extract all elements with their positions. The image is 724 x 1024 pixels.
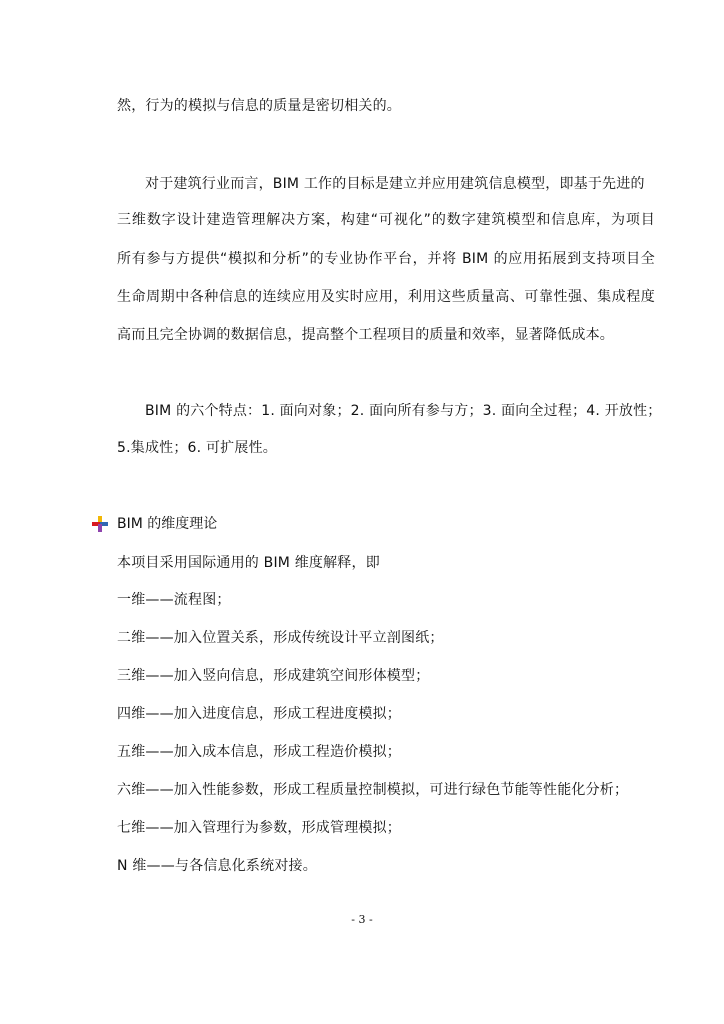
dimension-item-4: 四维——加入进度信息，形成工程进度模拟； [117, 706, 401, 722]
page-number: - 3 - [351, 913, 373, 926]
dimension-item-5: 五维——加入成本信息，形成工程造价模拟； [117, 744, 401, 760]
dimension-item-n: N 维——与各信息化系统对接。 [117, 858, 317, 874]
bim-features-line-1: BIM 的六个特点：1. 面向对象；2. 面向所有参与方；3. 面向全过程；4. 开放性； [145, 403, 662, 419]
dimension-item-6: 六维——加入性能参数，形成工程质量控制模拟，可进行绿色节能等性能化分析； [117, 782, 629, 798]
bim-goal-line-5: 高而且完全协调的数据信息，提高整个工程项目的质量和效率，显著降低成本。 [117, 327, 614, 343]
bim-goal-line-2: 三维数字设计建造管理解决方案，构建“可视化”的数字建筑模型和信息库，为项目 [117, 212, 655, 228]
dimension-item-2: 二维——加入位置关系，形成传统设计平立剖图纸； [117, 630, 444, 646]
dimension-intro-text: 本项目采用国际通用的 BIM 维度解释，即 [117, 555, 380, 571]
bim-goal-line-1: 对于建筑行业而言，BIM 工作的目标是建立并应用建筑信息模型，即基于先进的 [145, 176, 645, 192]
dimension-item-1: 一维——流程图； [117, 592, 231, 608]
bim-goal-line-3: 所有参与方提供“模拟和分析”的专业协作平台，并将 BIM 的应用拓展到支持项目全 [117, 251, 655, 267]
dimension-item-7: 七维——加入管理行为参数，形成管理模拟； [117, 820, 401, 836]
section-heading-row [92, 514, 217, 534]
section-heading: BIM 的维度理论 [117, 516, 218, 532]
colored-cross-bullet-icon [92, 516, 108, 532]
opening-fragment-text: 然，行为的模拟与信息的质量是密切相关的。 [117, 98, 401, 114]
bim-goal-line-4: 生命周期中各种信息的连续应用及实时应用，利用这些质量高、可靠性强、集成程度 [117, 289, 655, 305]
dimension-item-3: 三维——加入竖向信息，形成建筑空间形体模型； [117, 668, 430, 684]
bim-features-line-2: 5.集成性；6. 可扩展性。 [117, 440, 277, 456]
